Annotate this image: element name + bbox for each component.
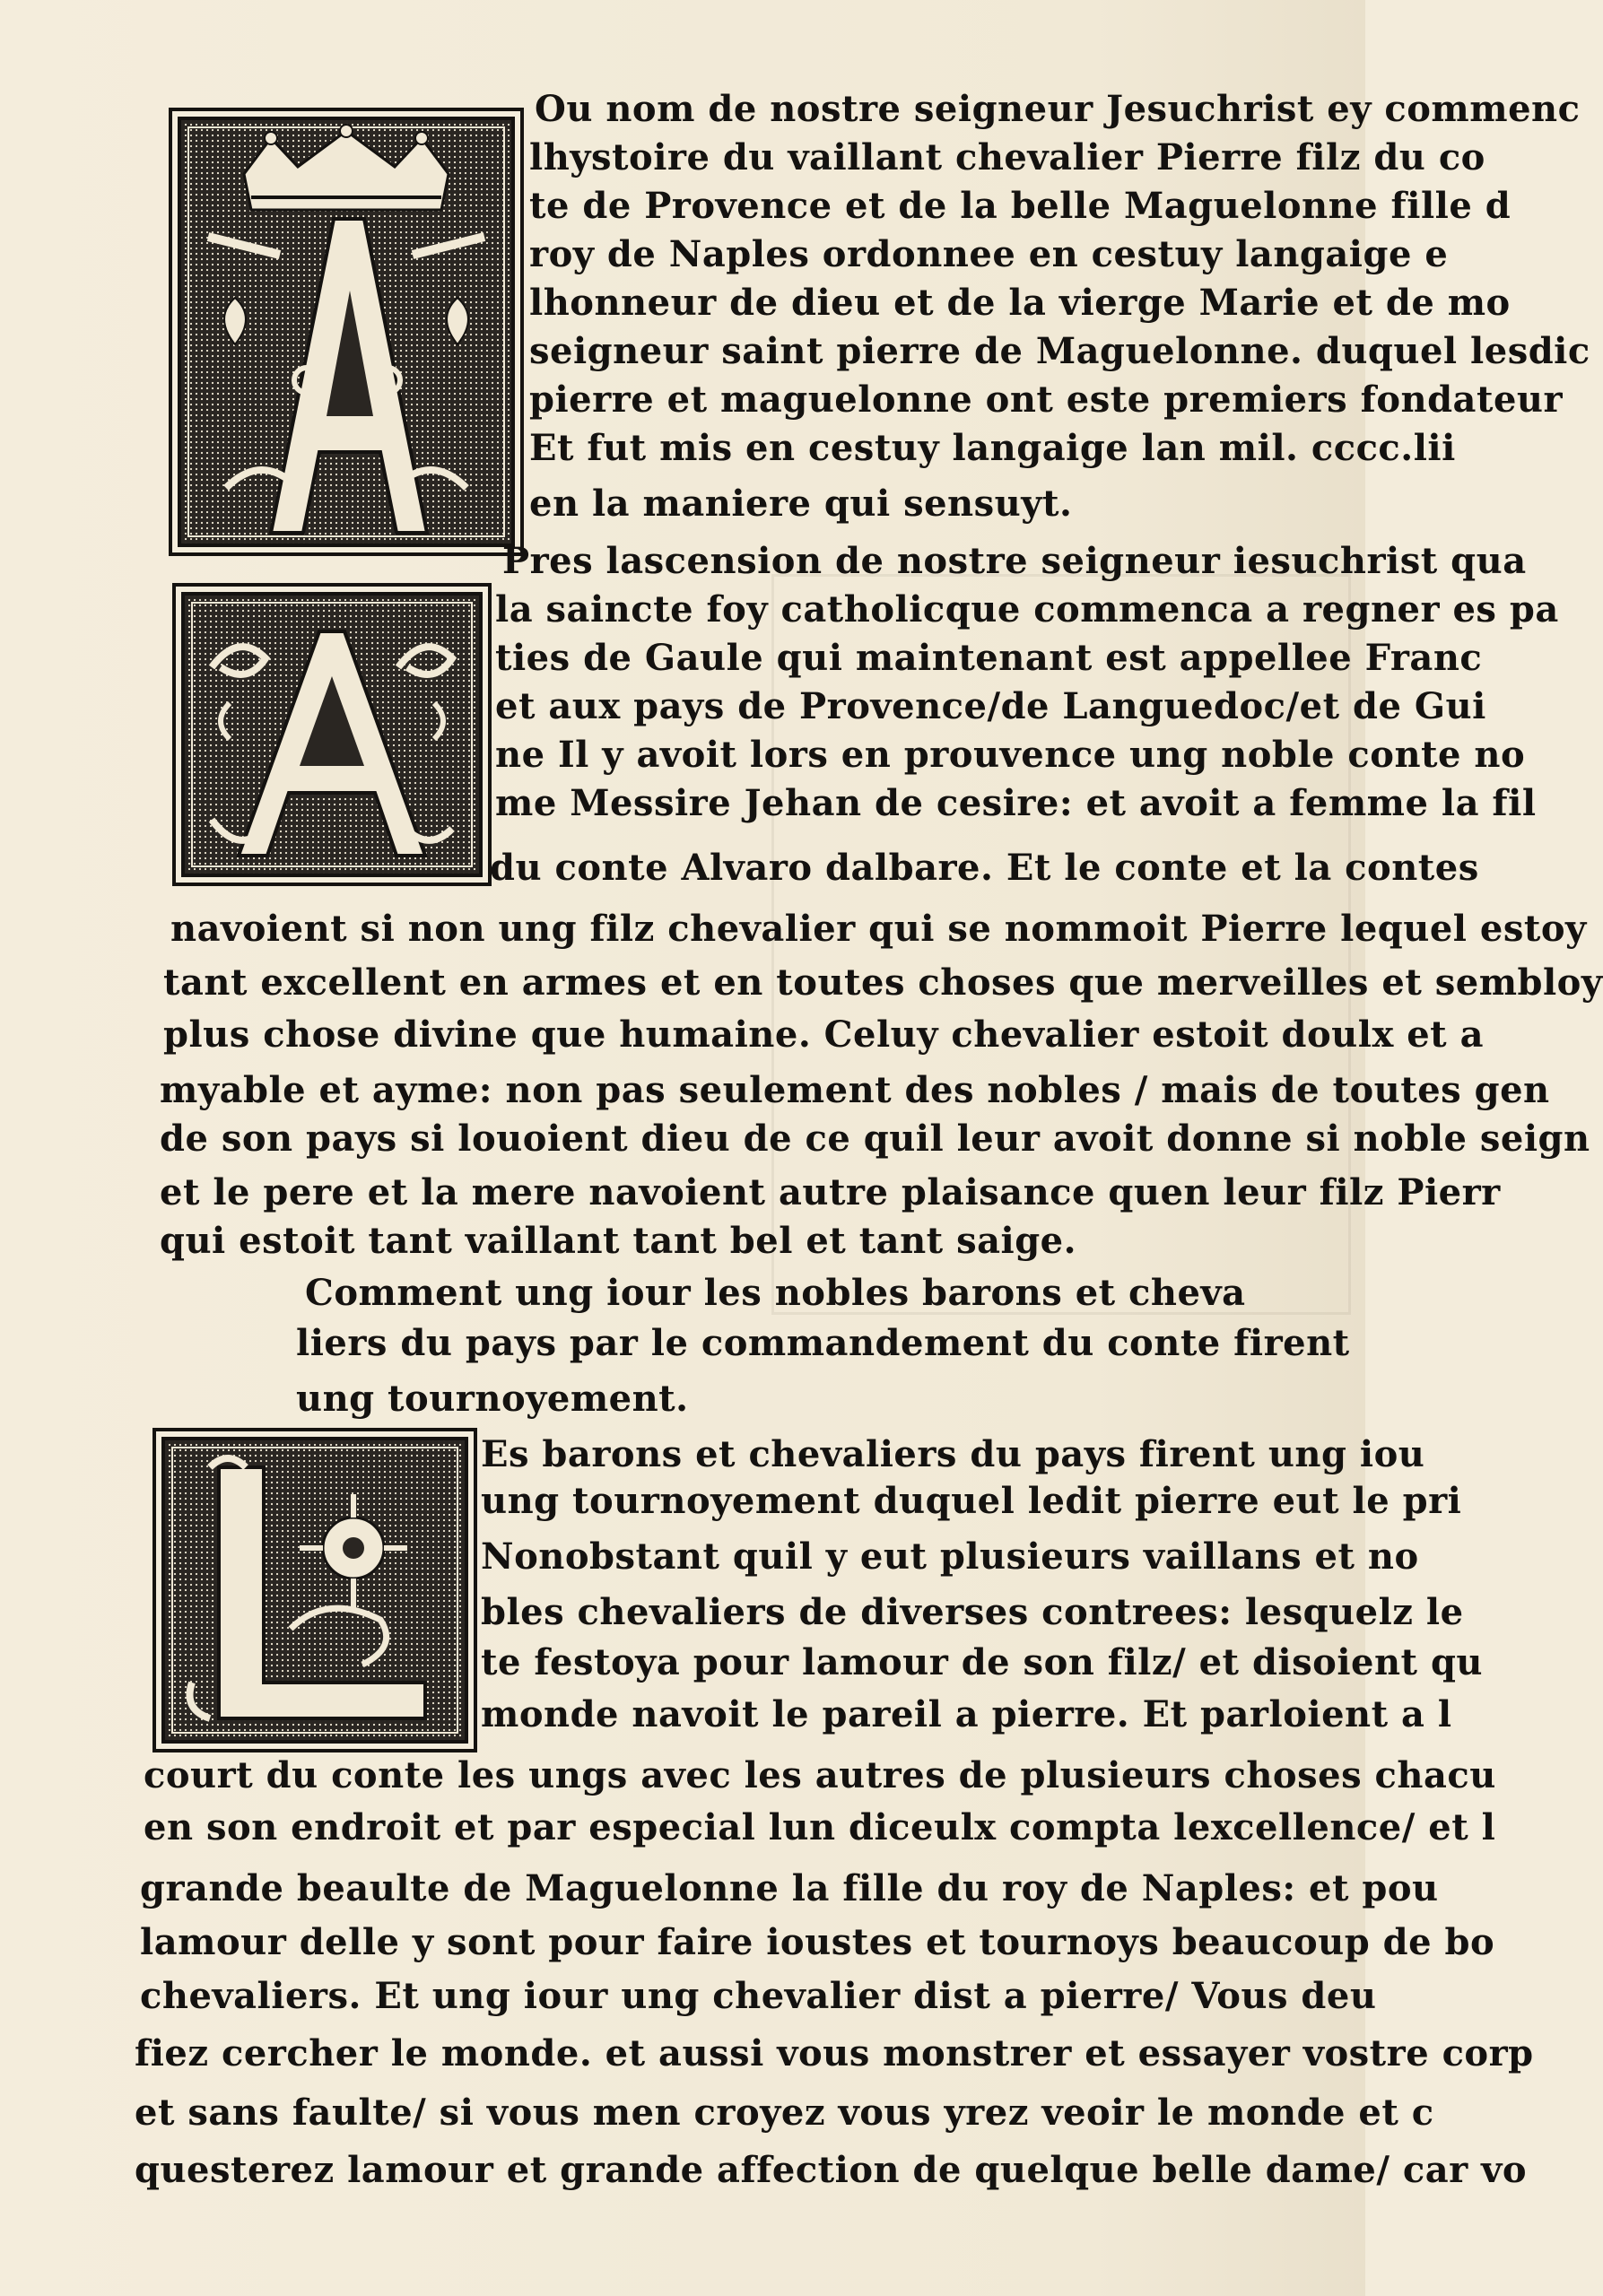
text-line: te de Provence et de la belle Maguelonne fille d <box>529 185 1512 227</box>
ornamental-initial-l <box>152 1428 477 1752</box>
text-line: myable et ayme: non pas seulement des nobles / mais de toutes gen <box>160 1069 1550 1111</box>
text-line: seigneur saint pierre de Maguelonne. duquel lesdic <box>529 330 1590 372</box>
text-line: ung tournoyement duquel ledit pierre eut le pri <box>481 1480 1462 1522</box>
chapter-heading: ung tournoyement. <box>296 1378 689 1420</box>
text-line: en son endroit et par especial lun diceulx compta lexcellence/ et l <box>144 1806 1496 1848</box>
text-line: Et fut mis en cestuy langaige lan mil. cccc.lii <box>529 427 1456 469</box>
text-line: monde navoit le pareil a pierre. Et parloient a l <box>481 1693 1452 1735</box>
text-line: lhystoire du vaillant chevalier Pierre filz du co <box>529 136 1485 178</box>
text-line: court du conte les ungs avec les autres de plusieurs choses chacu <box>144 1754 1496 1796</box>
text-line: plus chose divine que humaine. Celuy chevalier estoit doulx et a <box>163 1013 1484 1056</box>
text-line: bles chevaliers de diverses contrees: lesquelz le <box>481 1591 1464 1633</box>
chapter-heading: liers du pays par le commandement du conte firent <box>296 1322 1350 1364</box>
text-line: Nonobstant quil y eut plusieurs vaillans et no <box>481 1535 1419 1578</box>
text-line: fiez cercher le monde. et aussi vous monstrer et essayer vostre corp <box>135 2032 1534 2074</box>
initial-l-floral-icon <box>156 1431 474 1749</box>
chapter-heading: Comment ung iour les nobles barons et cheva <box>305 1272 1246 1314</box>
text-line: tant excellent en armes et en toutes choses que merveilles et sembloy <box>163 961 1603 1004</box>
text-line: en la maniere qui sensuyt. <box>529 483 1073 525</box>
initial-a-ornament-icon <box>172 111 520 552</box>
initial-a-scroll-icon <box>176 587 488 883</box>
text-line: du conte Alvaro dalbare. Et le conte et la contes <box>490 847 1479 889</box>
text-line: lamour delle y sont pour faire ioustes et tournoys beaucoup de bo <box>140 1921 1495 1963</box>
text-line: ties de Gaule qui maintenant est appellee Franc <box>495 637 1483 679</box>
text-line: la saincte foy catholicque commenca a regner es pa <box>495 588 1559 631</box>
ornamental-initial-a <box>172 583 492 886</box>
text-line: et aux pays de Provence/de Languedoc/et de Gui <box>495 685 1486 727</box>
text-line: chevaliers. Et ung iour ung chevalier dist a pierre/ Vous deu <box>140 1975 1377 2017</box>
text-line: me Messire Jehan de cesire: et avoit a femme la fil <box>495 782 1537 824</box>
text-line: navoient si non ung filz chevalier qui se nommoit Pierre lequel estoy <box>170 908 1587 950</box>
text-line: Ou nom de nostre seigneur Jesuchrist ey commenc <box>535 88 1581 130</box>
text-line: Pres lascension de nostre seigneur iesuchrist qua <box>502 540 1527 582</box>
text-line: ne Il y avoit lors en prouvence ung noble conte no <box>495 734 1526 776</box>
text-line: et sans faulte/ si vous men croyez vous yrez veoir le monde et c <box>135 2092 1434 2134</box>
text-line: pierre et maguelonne ont este premiers fondateur <box>529 378 1564 421</box>
text-line: de son pays si louoient dieu de ce quil leur avoit donne si noble seign <box>160 1118 1590 1160</box>
crowned-initial-a <box>169 108 524 556</box>
text-line: roy de Naples ordonnee en cestuy langaige e <box>529 233 1449 275</box>
text-line: lhonneur de dieu et de la vierge Marie et de mo <box>529 282 1511 324</box>
text-line: grande beaulte de Maguelonne la fille du roy de Naples: et pou <box>140 1867 1439 1909</box>
text-line: et le pere et la mere navoient autre plaisance quen leur filz Pierr <box>160 1171 1501 1213</box>
text-line: te festoya pour lamour de son filz/ et disoient qu <box>481 1641 1483 1683</box>
text-line: qui estoit tant vaillant tant bel et tant saige. <box>160 1220 1077 1262</box>
text-line: questerez lamour et grande affection de quelque belle dame/ car vo <box>135 2149 1528 2191</box>
text-line: Es barons et chevaliers du pays firent ung iou <box>481 1433 1425 1475</box>
